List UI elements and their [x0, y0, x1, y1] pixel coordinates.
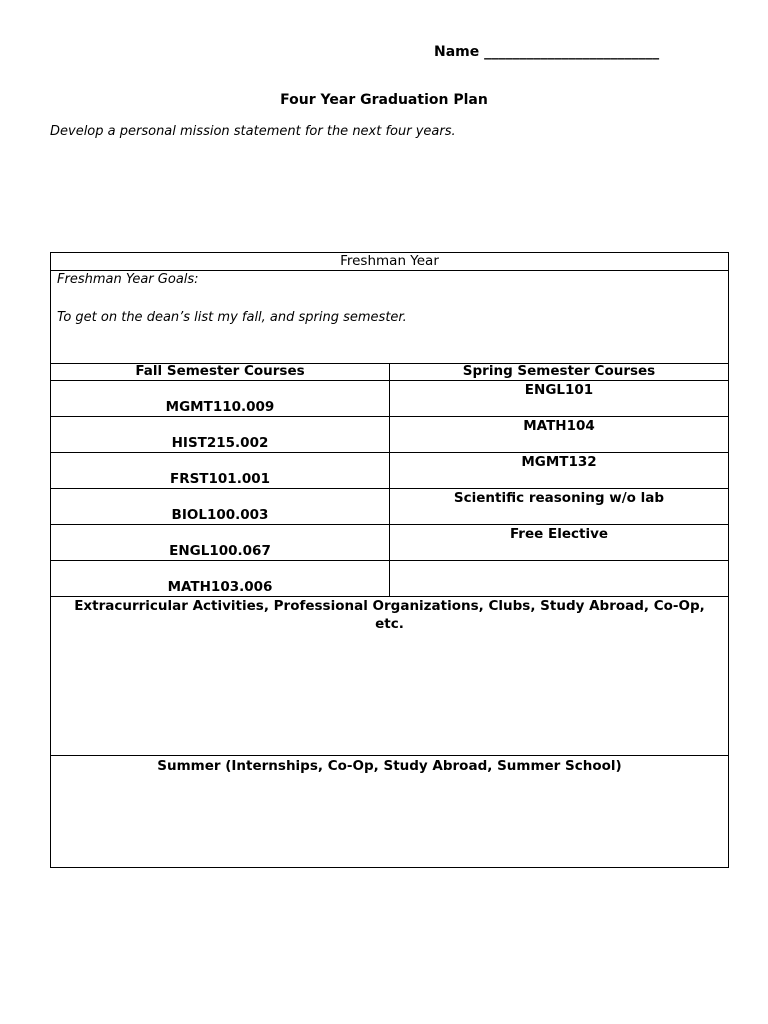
- fall-course: FRST101.001: [169, 471, 271, 487]
- spring-course: MGMT132: [521, 454, 597, 470]
- year-header: Freshman Year: [51, 253, 729, 271]
- fall-semester-header: Fall Semester Courses: [51, 364, 390, 381]
- fall-course: MGMT110.009: [165, 399, 275, 415]
- goals-text: To get on the dean’s list my fall, and spring semester.: [57, 310, 407, 325]
- fall-course-cell[interactable]: [51, 489, 390, 525]
- fall-course: ENGL100.067: [169, 543, 271, 559]
- extracurricular-label: Extracurricular Activities, Professional Organizations, Clubs, Study Abroad, Co-Op, etc.: [74, 598, 705, 632]
- spring-course: [390, 561, 728, 562]
- summer-label: Summer (Internships, Co-Op, Study Abroad, Summer School): [157, 758, 622, 774]
- name-blank-line[interactable]: _________________________: [484, 44, 660, 60]
- page-title: Four Year Graduation Plan: [280, 92, 488, 108]
- extracurricular-cell[interactable]: [51, 597, 729, 756]
- freshman-plan-table: [50, 252, 729, 868]
- spring-semester-header: Spring Semester Courses: [390, 364, 729, 381]
- spring-course: Scientific reasoning w/o lab: [453, 490, 665, 506]
- spring-course-cell[interactable]: [390, 453, 729, 489]
- spring-course-cell[interactable]: [390, 381, 729, 417]
- mission-statement-prompt: Develop a personal mission statement for the next four years.: [50, 124, 456, 139]
- fall-course: HIST215.002: [171, 435, 269, 451]
- spring-course-cell[interactable]: [390, 561, 729, 597]
- spring-course: Free Elective: [509, 526, 609, 542]
- spring-course-cell[interactable]: [390, 525, 729, 561]
- spring-course-cell[interactable]: [390, 417, 729, 453]
- spring-course-cell[interactable]: [390, 489, 729, 525]
- fall-course: MATH103.006: [167, 579, 273, 595]
- fall-course: BIOL100.003: [171, 507, 269, 523]
- goals-cell[interactable]: [51, 271, 729, 364]
- spring-course: MATH104: [523, 418, 595, 434]
- name-label: Name: [434, 44, 480, 60]
- fall-course-cell[interactable]: [51, 525, 390, 561]
- name-field[interactable]: [434, 44, 659, 60]
- summer-cell[interactable]: [51, 756, 729, 868]
- spring-course: ENGL101: [524, 382, 594, 398]
- fall-course-cell[interactable]: [51, 381, 390, 417]
- fall-course-cell[interactable]: [51, 453, 390, 489]
- fall-course-cell[interactable]: [51, 417, 390, 453]
- goals-label: Freshman Year Goals:: [57, 272, 199, 287]
- fall-course-cell[interactable]: [51, 561, 390, 597]
